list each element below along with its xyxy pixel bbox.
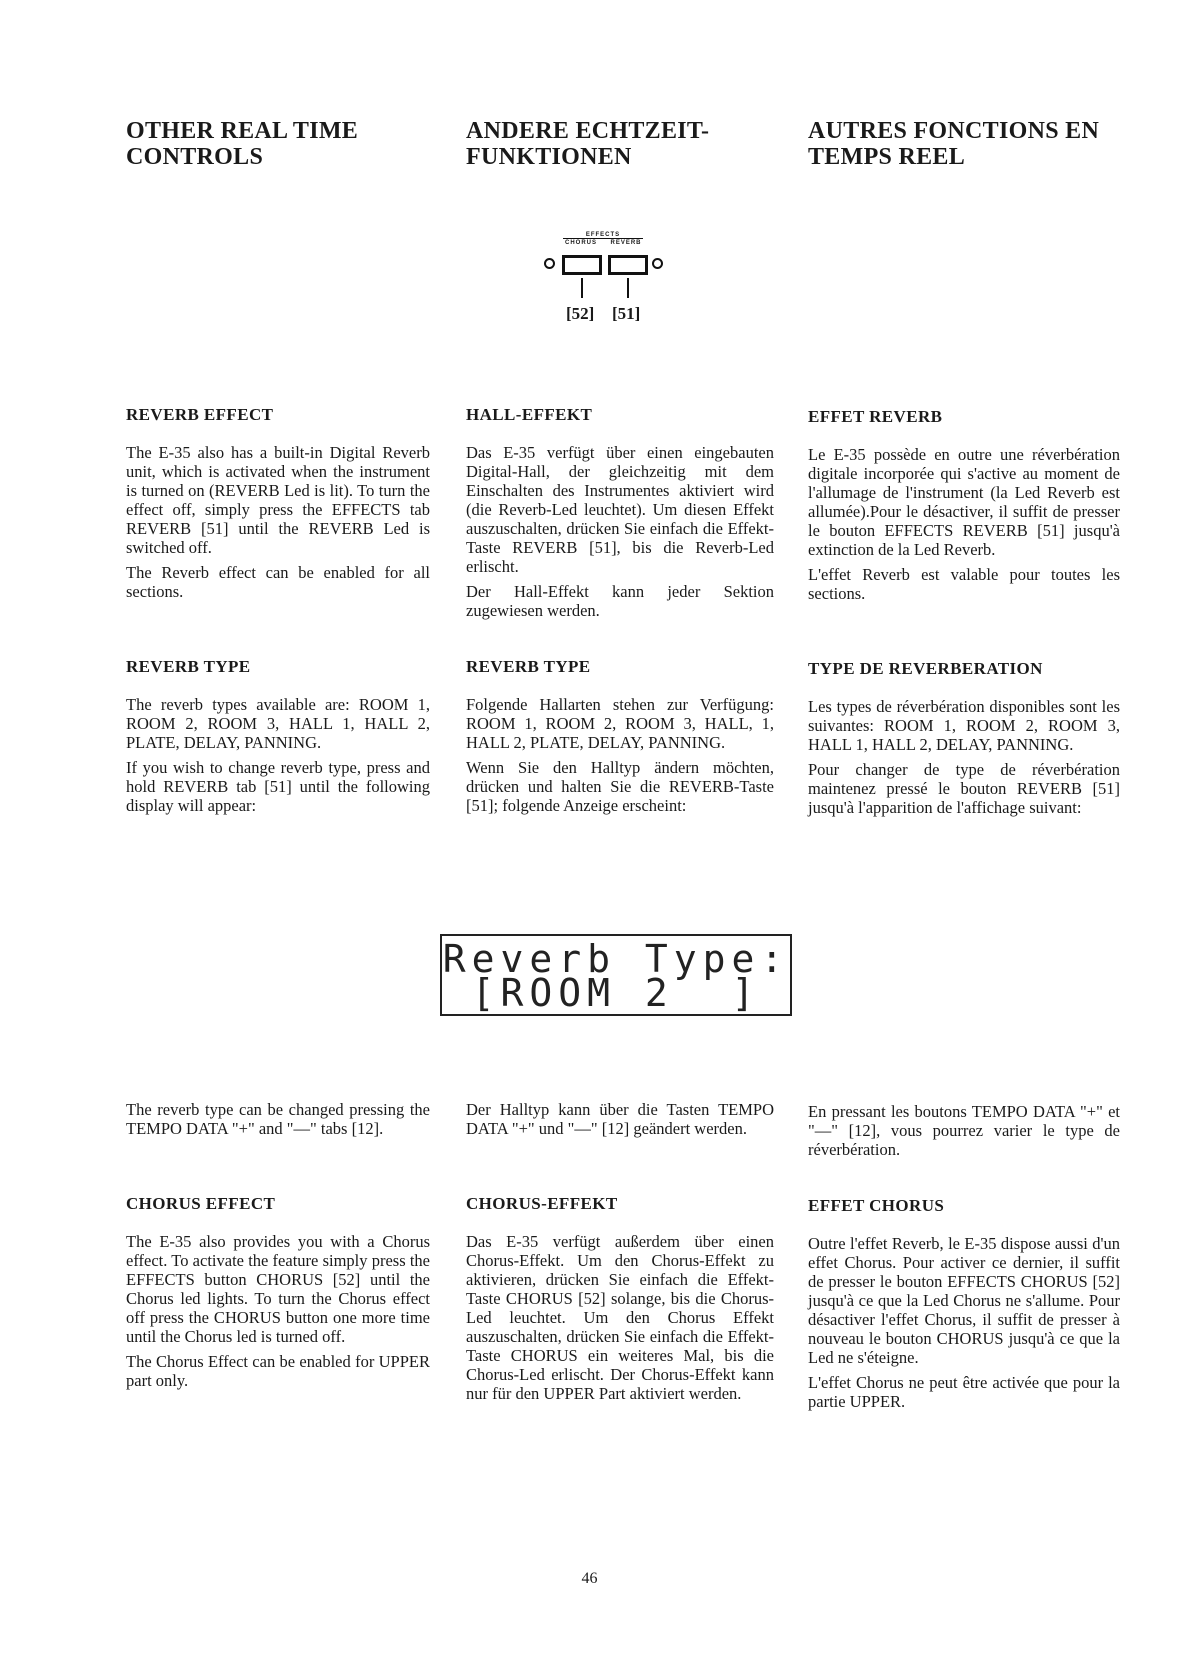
paragraph: The reverb types available are: ROOM 1, ROOM 2, ROOM 3, HALL 1, HALL 2, PLATE, DELAY, PANNING. (126, 695, 430, 752)
paragraph: The Reverb effect can be enabled for all sections. (126, 563, 430, 601)
paragraph: Das E-35 verfügt außerdem über einen Chorus-Effekt. Um den Chorus-Effekt zu aktivieren, drücken Sie einfach die Effekt-Taste CHORUS [52] solange, bis die Chorus-Led leuchtet. Um den Chorus Effekt auszuschalten, drücken Sie einfach die Effekt-Taste CHORUS ein weiteres Mal, bis die Chorus-Led erlischt. Der Chorus-Effekt kann nur für den UPPER Part aktiviert werden. (466, 1232, 774, 1403)
section-title: HALL-EFFEKT (466, 405, 593, 424)
reverb-effect-de (466, 405, 774, 626)
chorus-button[interactable] (562, 255, 602, 275)
paragraph: The Chorus Effect can be enabled for UPPER part only. (126, 1352, 430, 1390)
section-title: TYPE DE REVERBERATION (808, 659, 1043, 678)
reverb-change-de (466, 1100, 774, 1144)
paragraph: The reverb type can be changed pressing the TEMPO DATA "+" and "—" tabs [12]. (126, 1100, 430, 1138)
paragraph: Der Halltyp kann über die Tasten TEMPO DATA "+" und "—" [12] geändert werden. (466, 1100, 774, 1138)
paragraph: The E-35 also has a built-in Digital Reverb unit, which is activated when the instrument is turned on (REVERB Led is lit). To turn the effect off, simply press the EFFECTS tab REVERB [51] until the REVERB Led is switched off. (126, 443, 430, 557)
paragraph: Outre l'effet Reverb, le E-35 dispose aussi d'un effet Chorus. Pour activer ce dernier, il suffit de presser le bouton EFFECTS CHORUS [52] jusqu'à ce que la Led Chorus ne s'allume. Pour désactiver l'effet Chorus, il suffit de presser à nouveau le bouton CHORUS jusqu'à ce que la Led ne s'éteigne. (808, 1234, 1120, 1367)
paragraph: Pour changer de type de réverbération maintenez pressé le bouton REVERB [51] jusqu'à l'apparition de l'affichage suivant: (808, 760, 1120, 817)
lcd-line-2: [ROOM 2 ] (471, 971, 761, 1015)
chorus-effect-fr (808, 1196, 1120, 1417)
section-title: CHORUS EFFECT (126, 1194, 276, 1213)
paragraph: Der Hall-Effekt kann jeder Sektion zugewiesen werden. (466, 582, 774, 620)
reverb-button[interactable] (608, 255, 648, 275)
lcd-line-1: Reverb Type: (442, 937, 790, 981)
section-title: REVERB TYPE (126, 657, 251, 676)
paragraph: Les types de réverbération disponibles sont les suivantes: ROOM 1, ROOM 2, ROOM 3, HALL 1, HALL 2, DELAY, PANNING. (808, 697, 1120, 754)
reverb-type-fr (808, 659, 1120, 823)
chorus-label: CHORUS (564, 240, 597, 246)
reverb-change-en (126, 1100, 430, 1144)
reverb-ref: [51] (612, 304, 641, 323)
reverb-led-icon (652, 258, 663, 269)
paragraph: If you wish to change reverb type, press and hold REVERB tab [51] until the following display will appear: (126, 758, 430, 815)
section-title: REVERB TYPE (466, 657, 591, 676)
reverb-type-de (466, 657, 774, 821)
heading-fr: AUTRES FONCTIONS EN TEMPS REEL (808, 118, 1100, 170)
paragraph: The E-35 also provides you with a Chorus effect. To activate the feature simply press the EFFECTS button CHORUS [52] until the Chorus led lights. To turn the Chorus effect off press the CHORUS button one more time until the Chorus led is turned off. (126, 1232, 430, 1346)
lcd-display (440, 934, 792, 1016)
chorus-led-icon (544, 258, 555, 269)
page-number: 46 (581, 1570, 598, 1587)
heading-de: ANDERE ECHTZEIT-FUNKTIONEN (466, 118, 710, 170)
reverb-change-fr (808, 1102, 1120, 1165)
reverb-type-en (126, 657, 430, 821)
section-title: EFFET REVERB (808, 407, 943, 426)
section-title: CHORUS-EFFEKT (466, 1194, 618, 1213)
paragraph: Le E-35 possède en outre une réverbération digitale incorporée qui s'active au moment de l'allumage de l'instrument (la Led Reverb est allumée).Pour le désactiver, il suffit de presser le bouton EFFECTS REVERB [51] jusqu'à extinction de la Led Reverb. (808, 445, 1120, 559)
paragraph: L'effet Chorus ne peut être activée que pour la partie UPPER. (808, 1373, 1120, 1411)
effects-panel-diagram (538, 232, 668, 332)
section-title: REVERB EFFECT (126, 405, 274, 424)
reverb-label: REVERB (610, 240, 642, 246)
chorus-effect-de (466, 1194, 774, 1409)
paragraph: Folgende Hallarten stehen zur Verfügung: ROOM 1, ROOM 2, ROOM 3, HALL, 1, HALL 2, PLATE, DELAY, PANNING. (466, 695, 774, 752)
chorus-pointer-line (581, 278, 583, 298)
reverb-pointer-line (627, 278, 629, 298)
reverb-effect-en (126, 405, 430, 607)
paragraph: En pressant les boutons TEMPO DATA "+" et "—" [12], vous pourrez varier le type de réverbération. (808, 1102, 1120, 1159)
paragraph: L'effet Reverb est valable pour toutes les sections. (808, 565, 1120, 603)
chorus-ref: [52] (566, 304, 595, 323)
paragraph: Das E-35 verfügt über einen eingebauten Digital-Hall, der gleichzeitig mit dem Einschalten des Instrumentes aktiviert wird (die Reverb-Led leuchtet). Um diesen Effekt auszuschalten, drücken Sie einfach die Effekt-Taste REVERB [51], bis die Reverb-Led erlischt. (466, 443, 774, 576)
chorus-effect-en (126, 1194, 430, 1396)
heading-en: OTHER REAL TIME CONTROLS (126, 118, 359, 170)
reverb-effect-fr (808, 407, 1120, 609)
section-title: EFFET CHORUS (808, 1196, 945, 1215)
paragraph: Wenn Sie den Halltyp ändern möchten, drücken und halten Sie die REVERB-Taste [51]; folgende Anzeige erscheint: (466, 758, 774, 815)
effects-group-label: EFFECTS (563, 232, 643, 239)
